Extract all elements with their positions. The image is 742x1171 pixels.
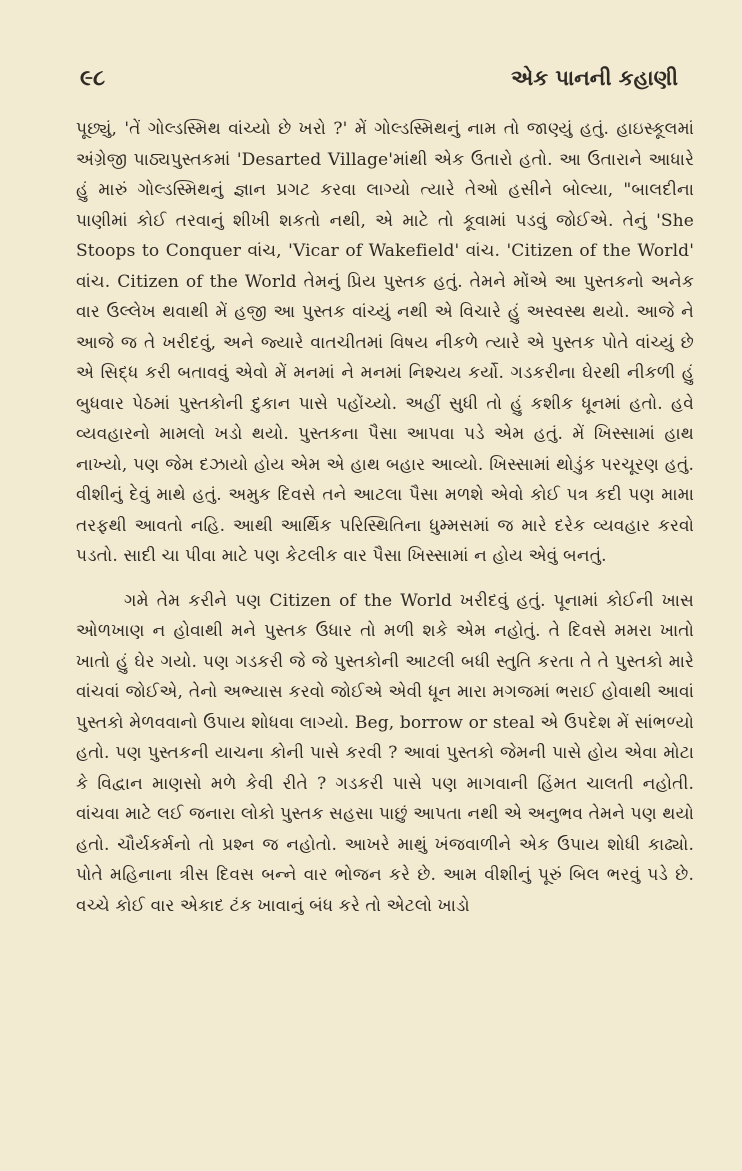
running-title: એક પાનની કહાણી — [511, 66, 678, 90]
page-header — [76, 40, 694, 92]
body-text — [76, 114, 694, 921]
page-number: ૯૮ — [80, 66, 106, 91]
paragraph: ગમે તેમ કરીને પણ Citizen of the World ખરીદવું હતું. પૂનામાં કોઈની ખાસ ઓળખાણ ન હોવાથી મને પુસ્તક ઉધાર તો મળી શકે એમ નહોતું. તે દિવસે મમરા ખાતો ખાતો હું ઘેર ગયો. પણ ગડકરી જે જે પુસ્તકોની આટલી બધી સ્તુતિ કરતા તે તે પુસ્તકો મારે વાંચવાં જોઈએ, તેનો અભ્યાસ કરવો જોઈએ એવી ધૂન મારા મગજમાં ભરાઈ હોવાથી આવાં પુસ્તકો મેળવવાનો ઉપાય શોધવા લાગ્યો. Beg, borrow or steal એ ઉપદેશ મેં સાંભળ્યો હતો. પણ પુસ્તકની યાચના કોની પાસે કરવી ? આવાં પુસ્તકો જેમની પાસે હોય એવા મોટા કે વિદ્વાન માણસો મળે કેવી રીતે ? ગડકરી પાસે પણ માગવાની હિંમત ચાલતી નહોતી. વાંચવા માટે લઈ જનારા લોકો પુસ્તક સહસા પાછું આપતા નથી એ અનુભવ તેમને પણ થયો હતો. ચૌર્યકર્મનો તો પ્રશ્ન જ નહોતો. આખરે માથું ખંજવાળીને એક ઉપાય શોધી કાઢ્યો. પોતે મહિનાના ત્રીસ દિવસ બન્ને વાર ભોજન કરે છે. આમ વીશીનું પૂરું બિલ ભરવું પડે છે. વચ્ચે કોઈ વાર એકાદ ટંક ખાવાનું બંધ કરે તો એટલો ખાડો — [76, 590, 694, 916]
paragraph: પૂછ્યું, 'તેં ગોલ્ડસ્મિથ વાંચ્યો છે ખરો ?' મેં ગોલ્ડસ્મિથનું નામ તો જાણ્યું હતું. હાઇસ્કૂલમાં અંગ્રેજી પાઠ્યપુસ્તકમાં 'Desarted Village'માંથી એક ઉતારો હતો. આ ઉતારાને આધારે હું મારું ગોલ્ડસ્મિથનું જ્ઞાન પ્રગટ કરવા લાગ્યો ત્યારે તેઓ હસીને બોલ્યા, "બાલદીના પાણીમાં કોઈ તરવાનું શીખી શકતો નથી, એ માટે તો કૂવામાં પડવું જોઈએ. તેનું 'She Stoops to Conquer વાંચ, 'Vicar of Wakefield' વાંચ. 'Citizen of the World' વાંચ. Citizen of the World તેમનું પ્રિય પુસ્તક હતું. તેમને મોંએ આ પુસ્તકનો અનેક વાર ઉલ્લેખ થવાથી મેં હજી આ પુસ્તક વાંચ્યું નથી એ વિચારે હું અસ્વસ્થ થયો. આજે ને આજે જ તે ખરીદવું, અને જ્યારે વાતચીતમાં વિષય નીકળે ત્યારે એ પુસ્તક પોતે વાંચ્યું છે એ સિદ્ધ કરી બતાવવું એવો મેં મનમાં ને મનમાં નિશ્ચય કર્યો. ગડકરીના ઘેરથી નીકળી હું બુધવાર પેઠમાં પુસ્તકોની દુકાન પાસે પહોંચ્યો. અહીં સુધી તો હું કશીક ધૂનમાં હતો. હવે વ્યવહારનો મામલો ખડો થયો. પુસ્તકના પૈસા આપવા પડે એમ હતું. મેં ખિસ્સામાં હાથ નાખ્યો, પણ જેમ દઝાયો હોય એમ એ હાથ બહાર આવ્યો. ખિસ્સામાં થોડુંક પરચૂરણ હતું. વીશીનું દેવું માથે હતું. અમુક દિવસે તને આટલા પૈસા મળશે એવો કોઈ પત્ર કદી પણ મામા તરફથી આવતો નહિ. આથી આર્થિક પરિસ્થિતિના ધુમ્મસમાં જ મારે દરેક વ્યવહાર કરવો પડતો. સાદી ચા પીવા માટે પણ કેટલીક વાર પૈસા ખિસ્સામાં ન હોય એવું બનતું. — [76, 119, 694, 566]
